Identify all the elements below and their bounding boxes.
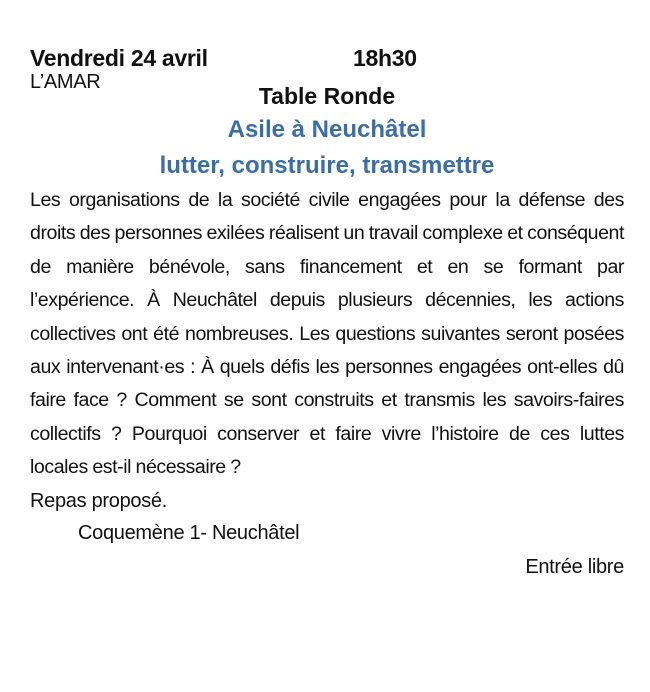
event-venue: L’AMAR bbox=[30, 71, 101, 93]
meal-note: Repas proposé. bbox=[30, 489, 168, 512]
event-date: Vendredi 24 avril bbox=[30, 45, 208, 71]
entry-info: Entrée libre bbox=[525, 555, 624, 578]
event-kind: Table Ronde bbox=[258, 83, 396, 109]
event-title: Asile à Neuchâtel bbox=[227, 116, 427, 143]
event-address: Coquemène 1- Neuchâtel bbox=[78, 521, 300, 544]
event-announcement bbox=[30, 40, 624, 585]
event-time: 18h30 bbox=[353, 45, 417, 71]
date-time-line bbox=[30, 40, 624, 76]
event-description: Les organisations de la société civile engagées pour la défense des droits des personnes exilées réalisent un travail complexe et conséquent de manière bénévole, sans financement et en se formant par l’expérience. À Neuchâtel depuis plusieurs décennies, les actions collectives ont été nombreuses. Les questions suivantes seront posées aux intervenant·es : À quels défis les personnes engagées ont-elles dû faire face ? Comment se sont construits et transmis les savoirs-faires collectifs ? Pourquoi conserver et faire vivre l’histoire de ces luttes locales est-il nécessaire ? bbox=[30, 189, 624, 479]
event-subtitle: lutter, construire, transmettre bbox=[159, 152, 495, 179]
